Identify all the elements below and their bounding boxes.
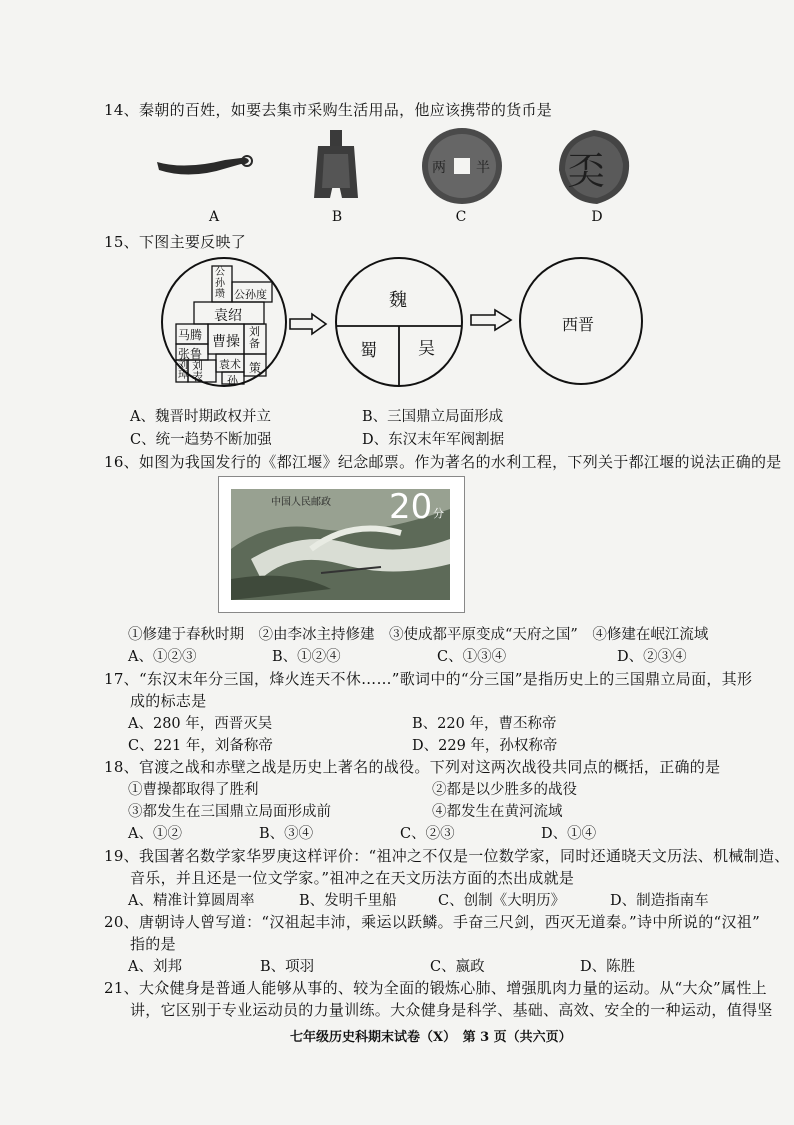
arrow-right-icon (469, 308, 513, 332)
option-a-label: A (208, 209, 220, 225)
q19-option-c: C、创制《大明历》 (438, 893, 566, 909)
q18-option-b: B、③④ (259, 826, 314, 842)
q21-line2: 讲，它区别于专业运动员的力量训练。大众健身是科学、基础、高效、安全的一种运动，值得坚 (130, 1001, 773, 1019)
western-jin-circle (518, 256, 644, 386)
q20-stem-line2: 指的是 (130, 935, 176, 953)
q18-option-c: C、②③ (400, 826, 455, 842)
q17-option-b: B、220 年，曹丕称帝 (412, 716, 557, 732)
warlord-gongsunzan: 公孙瓒 (215, 267, 225, 300)
western-jin-label: 西晋 (562, 315, 595, 334)
q17-option-a: A、280 年，西晋灭吴 (128, 716, 273, 732)
q16-option-b: B、①②④ (272, 649, 341, 665)
q16-statements: ①修建于春秋时期 ②由李冰主持修建 ③使成都平原变成“天府之国” ④修建在岷江流域 (128, 627, 709, 643)
q18-stem: 18、官渡之战和赤壁之战是历史上著名的战役。下列对这两次战役共同点的概括，正确的是 (104, 758, 721, 776)
q20-stem-line1: 20、唐朝诗人曾写道：“汉祖起丰沛，乘运以跃鳞。手奋三尺剑，西灭无道秦。”诗中所说的“汉祖” (104, 913, 761, 931)
spade-coin-image (310, 128, 362, 206)
option-d-label: D (591, 209, 603, 225)
q21-line1: 21、大众健身是普通人能够从事的、较为全面的锻炼心肺、增强肌肉力量的运动。从“大众”属性上 (104, 979, 767, 997)
q15-stem: 15、下图主要反映了 (104, 233, 247, 251)
warlord-caocao: 曹操 (212, 334, 240, 350)
stamp-value: 20 (389, 489, 433, 527)
q19-option-a: A、精准计算圆周率 (128, 893, 255, 909)
q18-option-a: A、①② (128, 826, 182, 842)
warlord-ce: 策 (249, 361, 262, 375)
q15-option-c: C、统一趋势不断加强 (130, 432, 272, 448)
kingdom-wu: 吴 (418, 339, 435, 359)
q17-stem-line1: 17、“东汉末年分三国，烽火连天不休……”歌词中的“分三国”是指历史上的三国鼎立局面，其形 (104, 670, 753, 688)
dujiangyan-stamp-image (218, 476, 465, 613)
q18-statement-3: ③都发生在三国鼎立局面形成前 (128, 804, 331, 820)
q18-statement-1: ①曹操都取得了胜利 (128, 782, 259, 798)
q17-option-d: D、229 年，孙权称帝 (412, 738, 558, 754)
warlord-sun: 孙 (227, 374, 238, 387)
q16-option-c: C、①③④ (437, 649, 507, 665)
warlord-gongsundu: 公孙度 (234, 288, 267, 301)
q19-stem-line2: 音乐，并且还是一位文学家。”祖冲之在天文历法方面的杰出成就是 (130, 869, 575, 887)
q16-option-d: D、②③④ (617, 649, 687, 665)
q18-statement-4: ④都发生在黄河流域 (432, 804, 563, 820)
svg-text:两: 两 (432, 160, 446, 176)
option-b-label: B (331, 209, 343, 225)
three-kingdoms-circle (334, 256, 464, 388)
round-coin-image (420, 126, 504, 206)
q18-option-d: D、①④ (541, 826, 597, 842)
q15-option-a: A、魏晋时期政权并立 (130, 409, 271, 425)
kingdom-wei: 魏 (389, 290, 407, 311)
q18-statement-2: ②都是以少胜多的战役 (432, 782, 577, 798)
stamp-header: 中国人民邮政 (271, 497, 331, 508)
warlord-liubiao: 刘表 (192, 359, 203, 383)
q20-option-a: A、刘邦 (128, 959, 182, 975)
warlord-map-circle (160, 256, 288, 388)
option-c-label: C (455, 209, 467, 225)
q20-option-b: B、项羽 (260, 959, 315, 975)
stamp-unit: 分 (433, 507, 444, 520)
warlord-yuanshao: 袁绍 (214, 308, 242, 324)
q20-option-d: D、陈胜 (580, 959, 636, 975)
warlord-yuanshu: 袁术 (219, 358, 241, 371)
warlord-liubei: 刘备 (249, 325, 260, 350)
q17-option-c: C、221 年，刘备称帝 (128, 738, 273, 754)
coin-d-inscription: 奀 (567, 149, 606, 193)
kingdom-shu: 蜀 (360, 341, 377, 361)
svg-text:半: 半 (476, 160, 490, 176)
arrow-right-icon (288, 312, 328, 336)
q19-option-d: D、制造指南车 (610, 893, 709, 909)
page-footer: 七年级历史科期末试卷（X） 第 3 页（共六页） (290, 1030, 572, 1045)
warlord-mateng: 马腾 (178, 328, 203, 342)
q19-stem-line1: 19、我国著名数学家华罗庚这样评价：“祖冲之不仅是一位数学家，同时还通晓天文历法、机械制造、 (104, 847, 790, 865)
q15-option-b: B、三国鼎立局面形成 (362, 409, 504, 425)
q19-option-b: B、发明千里船 (299, 893, 397, 909)
q20-option-c: C、嬴政 (430, 959, 485, 975)
q17-stem-line2: 成的标志是 (130, 692, 207, 710)
warlord-zhanglu: 张鲁 (178, 347, 203, 361)
knife-coin-image (155, 148, 255, 184)
q14-stem: 14、秦朝的百姓，如要去集市采购生活用品，他应该携带的货币是 (104, 101, 553, 119)
q15-option-d: D、东汉末年军阀割据 (362, 432, 505, 448)
q16-stem: 16、如图为我国发行的《都江堰》纪念邮票。作为著名的水利工程，下列关于都江堰的说法正确的是 (104, 453, 782, 471)
q16-option-a: A、①②③ (128, 649, 197, 665)
warlord-liuzhang: 刘璋 (178, 360, 188, 381)
